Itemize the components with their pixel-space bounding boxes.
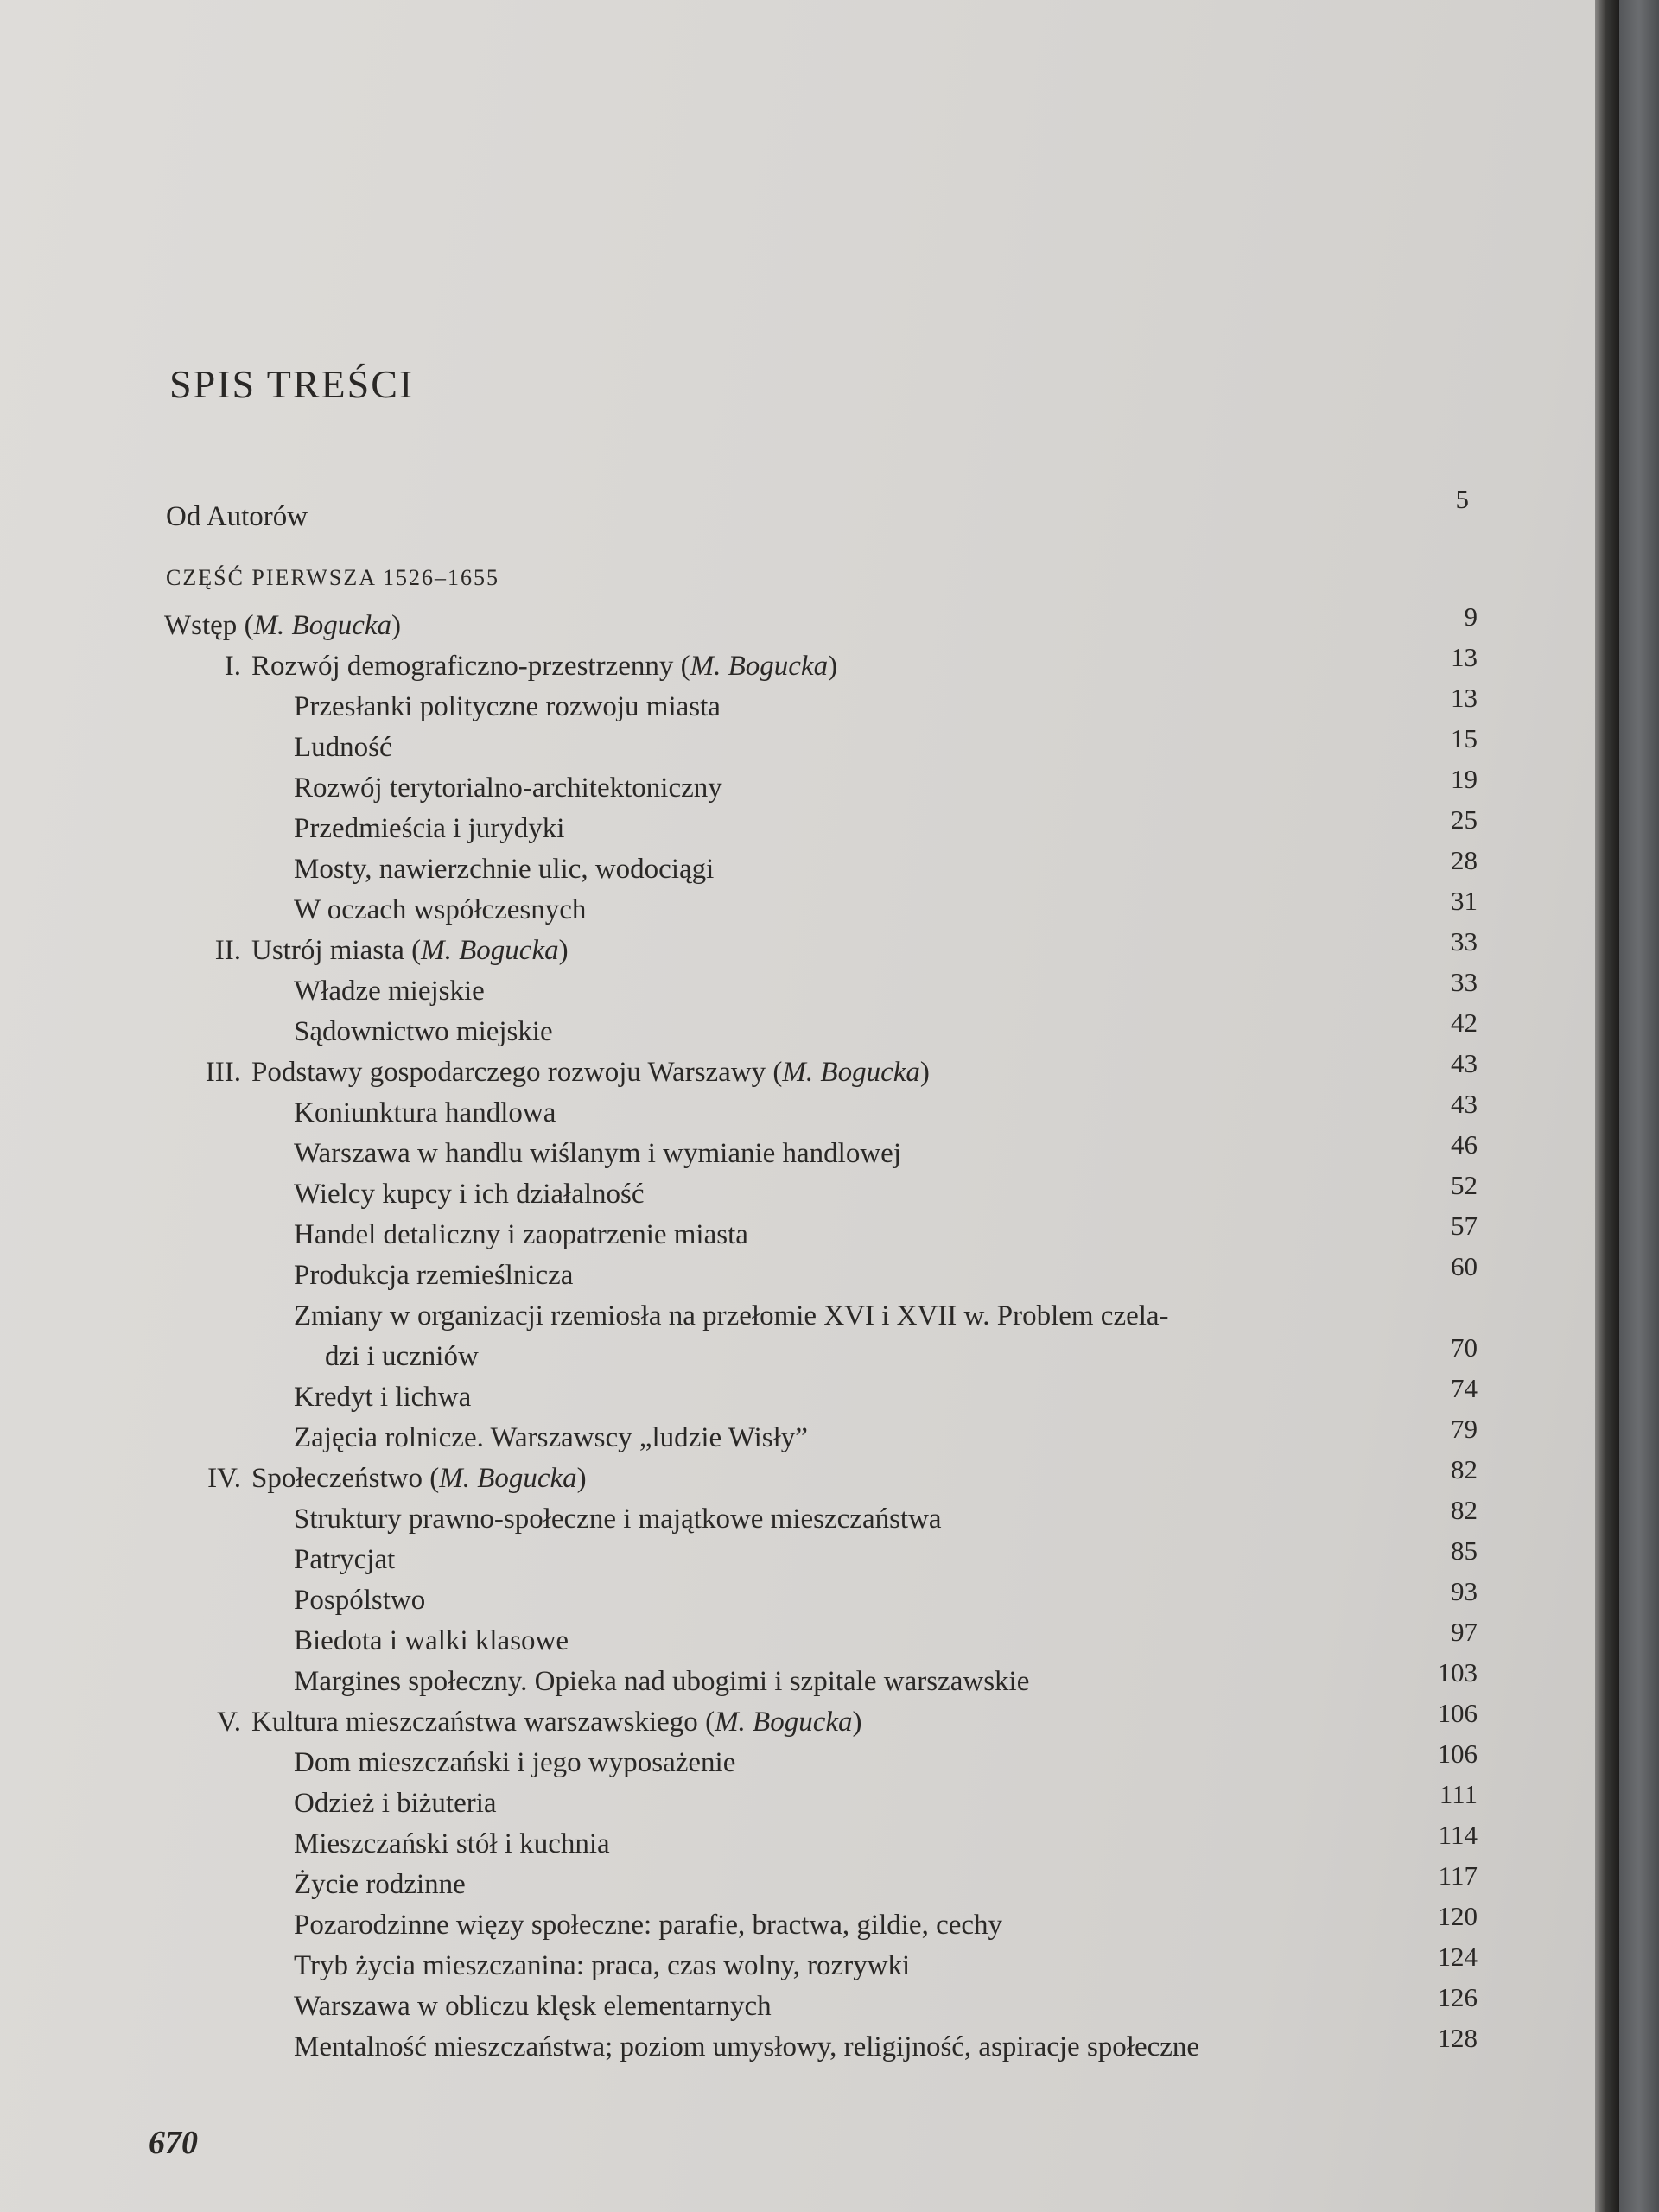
toc-entry-page: 42 <box>1451 1007 1478 1038</box>
toc-entry <box>0 1495 1521 1539</box>
toc-entry <box>0 2023 1521 2067</box>
toc-entry <box>0 1089 1521 1133</box>
toc-entry-title: Pozarodzinne więzy społeczne: parafie, bractwa, gildie, cechy <box>294 1910 1003 1941</box>
toc-entry-title: Ustrój miasta <box>251 935 404 966</box>
toc-entry-title: Sądownictwo miejskie <box>294 1016 553 1047</box>
toc-entry-page: 43 <box>1451 1089 1478 1119</box>
toc-entry-title: Podstawy gospodarczego rozwoju Warszawy <box>251 1057 766 1088</box>
toc-entry-page: 31 <box>1451 886 1478 916</box>
toc-entry-text: I. Rozwój demograficzno-przestrzenny (M. Bogucka) <box>177 651 837 683</box>
chapter-numeral: V. <box>217 1707 241 1738</box>
toc-entry-page: 106 <box>1437 1698 1478 1728</box>
toc-entry-author: M. Bogucka <box>421 935 559 966</box>
toc-entry-page: 28 <box>1451 845 1478 875</box>
toc-entry-text <box>294 1503 942 1535</box>
toc-entry <box>0 1779 1521 1823</box>
toc-entry-title: Wstęp <box>164 610 238 641</box>
toc-entry-text <box>294 813 564 845</box>
toc-entry-text: II. Ustrój miasta (M. Bogucka) <box>177 935 569 967</box>
toc-entry-page: 117 <box>1438 1860 1478 1891</box>
toc-list <box>0 601 1521 2067</box>
toc-entry-text <box>294 976 485 1007</box>
toc-entry-title: Mosty, nawierzchnie ulic, wodociągi <box>294 854 715 885</box>
toc-entry-text <box>294 894 586 926</box>
toc-entry-page: 13 <box>1451 683 1478 713</box>
toc-entry-page: 124 <box>1437 1942 1478 1972</box>
toc-intro-label: Od Autorów <box>166 501 308 532</box>
toc-entry <box>0 764 1521 808</box>
toc-entry <box>0 1901 1521 1945</box>
toc-entry-page: 13 <box>1451 642 1478 672</box>
toc-entry-page: 97 <box>1451 1617 1478 1647</box>
toc-entry-title: Produkcja rzemieślnicza <box>294 1260 574 1291</box>
toc-entry <box>0 601 1521 645</box>
toc-entry-title: Mentalność mieszczaństwa; poziom umysłowy, religijność, aspiracje społeczne <box>294 2031 1200 2063</box>
book-cover-edge <box>1619 0 1659 2212</box>
toc-entry <box>0 967 1521 1011</box>
toc-entry <box>0 1129 1521 1173</box>
toc-entry-title: Mieszczański stół i kuchnia <box>294 1828 610 1859</box>
toc-entry-page: 82 <box>1451 1495 1478 1525</box>
toc-entry-text <box>294 1138 901 1170</box>
toc-entry-title: Zmiany w organizacji rzemiosła na przełomie XVI i XVII w. Problem czela- <box>294 1300 1169 1332</box>
toc-entry <box>0 1211 1521 1255</box>
toc-entry <box>0 642 1521 686</box>
toc-entry-text <box>294 1097 556 1129</box>
toc-entry-page: 15 <box>1451 723 1478 753</box>
toc-entry <box>0 1170 1521 1214</box>
toc-entry-text <box>294 732 392 764</box>
toc-entry-author: M. Bogucka <box>439 1463 577 1494</box>
toc-entry-page: 79 <box>1451 1414 1478 1444</box>
toc-entry-title: Społeczeństwo <box>251 1463 423 1494</box>
toc-entry <box>0 1454 1521 1498</box>
toc-entry-page: 33 <box>1451 967 1478 997</box>
toc-entry <box>0 1414 1521 1458</box>
toc-entry-text <box>294 1422 808 1454</box>
toc-entry-title: Kultura mieszczaństwa warszawskiego <box>251 1707 698 1738</box>
toc-entry-text <box>294 1910 1002 1942</box>
toc-entry-title: Handel detaliczny i zaopatrzenie miasta <box>294 1219 748 1250</box>
toc-entry-title: W oczach współczesnych <box>294 894 587 925</box>
toc-entry-text: III. Podstawy gospodarczego rozwoju Warszawy (M. Bogucka) <box>177 1057 930 1089</box>
toc-entry-page: 46 <box>1451 1129 1478 1160</box>
toc-entry-text <box>294 1585 425 1617</box>
toc-entry-title: Warszawa w obliczu klęsk elementarnych <box>294 1991 772 2022</box>
toc-entry <box>0 1251 1521 1295</box>
toc-entry <box>0 926 1521 970</box>
toc-entry-title: Rozwój terytorialno-architektoniczny <box>294 772 722 804</box>
toc-entry-text <box>294 1300 1169 1332</box>
toc-entry-title: dzi i uczniów <box>325 1341 479 1372</box>
toc-entry-page: 60 <box>1451 1251 1478 1281</box>
toc-entry-title: Przesłanki polityczne rozwoju miasta <box>294 691 721 722</box>
toc-entry-text <box>294 1016 553 1048</box>
toc-entry <box>0 1576 1521 1620</box>
toc-entry-title: Biedota i walki klasowe <box>294 1625 569 1656</box>
toc-entry-page: 70 <box>1451 1332 1478 1363</box>
toc-entry-page: 82 <box>1451 1454 1478 1484</box>
toc-entry-text <box>294 1625 569 1657</box>
toc-entry-text <box>325 1341 479 1373</box>
toc-entry-text <box>294 1219 748 1251</box>
toc-entry-title: Pospólstwo <box>294 1585 426 1616</box>
toc-entry-text <box>294 1991 772 2023</box>
chapter-numeral: II. <box>214 935 241 966</box>
toc-entry-title: Patrycjat <box>294 1544 396 1575</box>
toc-entry-text: Wstęp (M. Bogucka) <box>164 610 402 641</box>
toc-intro-page: 5 <box>1455 484 1469 514</box>
toc-entry-page: 74 <box>1451 1373 1478 1403</box>
toc-entry-title: Koniunktura handlowa <box>294 1097 556 1128</box>
toc-entry-text <box>294 1260 573 1292</box>
toc-entry-page: 43 <box>1451 1048 1478 1078</box>
toc-entry-text <box>294 854 714 886</box>
toc-entry-title: Struktury prawno-społeczne i majątkowe mieszczaństwa <box>294 1503 942 1535</box>
toc-entry <box>0 1942 1521 1986</box>
toc-entry-author: M. Bogucka <box>690 651 829 682</box>
toc-entry-page: 33 <box>1451 926 1478 957</box>
toc-entry <box>0 1617 1521 1661</box>
toc-entry-text <box>294 1788 497 1820</box>
toc-entry-title: Życie rodzinne <box>294 1869 466 1900</box>
toc-entry-page: 57 <box>1451 1211 1478 1241</box>
toc-entry-author: M. Bogucka <box>253 610 392 641</box>
toc-entry-text <box>294 1666 1029 1698</box>
toc-entry-text <box>294 1747 735 1779</box>
toc-entry-text <box>294 1950 910 1982</box>
toc-entry-page: 52 <box>1451 1170 1478 1200</box>
toc-entry <box>0 804 1521 849</box>
toc-entry-page: 120 <box>1437 1901 1478 1931</box>
toc-entry-page: 103 <box>1437 1657 1478 1688</box>
toc-entry-text <box>294 772 722 804</box>
toc-entry-page: 9 <box>1464 601 1478 632</box>
toc-entry <box>0 723 1521 767</box>
toc-entry-page: 106 <box>1437 1738 1478 1769</box>
toc-entry-text <box>294 1544 395 1576</box>
toc-entry-title: Ludność <box>294 732 392 763</box>
toc-entry-page: 128 <box>1437 2023 1478 2053</box>
toc-entry-title: Rozwój demograficzno-przestrzenny <box>251 651 674 682</box>
toc-entry-page: 126 <box>1437 1982 1478 2012</box>
toc-entry-author: M. Bogucka <box>782 1057 920 1088</box>
toc-entry-text: V. Kultura mieszczaństwa warszawskiego (M. Bogucka) <box>177 1707 862 1738</box>
toc-entry-text <box>294 1828 610 1860</box>
toc-entry-page: 19 <box>1451 764 1478 794</box>
chapter-numeral: III. <box>205 1057 241 1088</box>
toc-entry <box>0 1820 1521 1864</box>
toc-entry-page: 85 <box>1451 1535 1478 1566</box>
toc-entry-title: Dom mieszczański i jego wyposażenie <box>294 1747 736 1778</box>
toc-entry <box>0 1007 1521 1052</box>
toc-entry <box>0 1657 1521 1701</box>
chapter-numeral: IV. <box>207 1463 241 1494</box>
toc-entry <box>0 1860 1521 1904</box>
toc-entry <box>0 1332 1521 1376</box>
toc-entry <box>0 1698 1521 1742</box>
toc-entry-title: Margines społeczny. Opieka nad ubogimi i szpitale warszawskie <box>294 1666 1030 1697</box>
toc-entry-text <box>294 2031 1199 2063</box>
toc-entry-text: IV. Społeczeństwo (M. Bogucka) <box>177 1463 587 1495</box>
toc-entry <box>0 1295 1521 1336</box>
toc-entry-text <box>294 1382 471 1414</box>
toc-entry <box>0 1373 1521 1417</box>
toc-entry-title: Zajęcia rolnicze. Warszawscy „ludzie Wisły” <box>294 1422 808 1453</box>
page-number: 670 <box>149 2125 198 2161</box>
part-heading: CZĘŚĆ PIERWSZA 1526–1655 <box>166 565 500 590</box>
toc-entry <box>0 1738 1521 1783</box>
toc-entry-title: Wielcy kupcy i ich działalność <box>294 1179 645 1210</box>
chapter-numeral: I. <box>224 651 241 682</box>
toc-entry-author: M. Bogucka <box>715 1707 853 1738</box>
toc-entry-title: Odzież i biżuteria <box>294 1788 497 1819</box>
book-spine <box>1595 0 1619 2212</box>
toc-entry <box>0 845 1521 889</box>
page-title: SPIS TREŚCI <box>169 362 415 406</box>
toc-entry-title: Kredyt i lichwa <box>294 1382 472 1413</box>
toc-entry-page: 111 <box>1439 1779 1478 1809</box>
toc-entry-title: Przedmieścia i jurydyki <box>294 813 565 844</box>
toc-entry <box>0 683 1521 727</box>
toc-entry-title: Władze miejskie <box>294 976 485 1007</box>
toc-entry <box>0 886 1521 930</box>
toc-entry-title: Warszawa w handlu wiślanym i wymianie handlowej <box>294 1138 901 1169</box>
toc-entry <box>0 1982 1521 2026</box>
toc-entry <box>0 1535 1521 1580</box>
toc-entry-text <box>294 1179 645 1211</box>
toc-entry-text <box>294 1869 466 1901</box>
toc-entry-page: 93 <box>1451 1576 1478 1606</box>
toc-entry-text <box>294 691 721 723</box>
toc-entry-page: 114 <box>1438 1820 1478 1850</box>
toc-entry <box>0 1048 1521 1092</box>
toc-entry-page: 25 <box>1451 804 1478 835</box>
toc-entry-title: Tryb życia mieszczanina: praca, czas wolny, rozrywki <box>294 1950 911 1981</box>
